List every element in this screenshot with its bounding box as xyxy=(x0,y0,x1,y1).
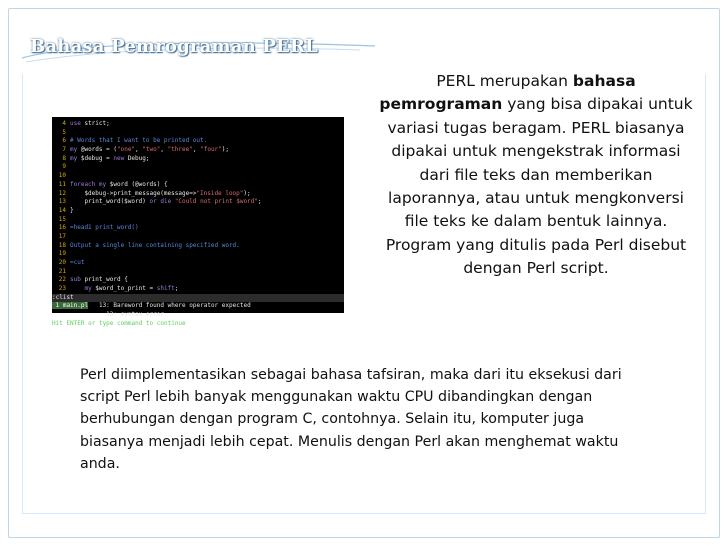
code-status-file: 1 main.pl 13: Bareword found where operator expected xyxy=(52,302,251,310)
code-line: 5 xyxy=(62,128,66,136)
code-line: 21 xyxy=(58,267,66,275)
code-line: 4 use strict; xyxy=(62,120,110,127)
code-line: 20 =cut xyxy=(58,259,85,266)
right-paragraph-part2: yang bisa dipakai untuk variasi tugas beragam. PERL biasanya dipakai untuk mengekstrak informasi dari file teks dan memberikan laporannya, atau untuk mengkonversi file teks ke dalam bentuk lainnya. Program yang ditulis pada Perl disebut dengan Perl script. xyxy=(385,95,693,278)
code-line: 12 $debug->print_message(message=>"Inside loop"); xyxy=(58,189,251,197)
code-line: 8 my $debug = new Debug; xyxy=(62,154,150,162)
code-line: 6 # Words that I want to be printed out. xyxy=(62,137,208,145)
right-paragraph-bold2: pemrograman xyxy=(379,95,503,114)
code-line: 22 sub print_word { xyxy=(58,276,128,284)
code-screenshot xyxy=(52,117,344,327)
code-line: 13 print_word($word) or die "Could not print $word"; xyxy=(58,198,262,206)
code-line: 17 xyxy=(58,232,66,240)
bottom-paragraph: Perl diimplementasikan sebagai bahasa tafsiran, maka dari itu eksekusi dari script Perl lebih banyak menggunakan waktu CPU dibandingkan dengan berhubungan dengan program C, contohnya. Selain itu, komputer juga biasanya menjadi lebih cepat. Menulis dengan Perl akan menghemat waktu anda. xyxy=(80,367,622,472)
code-line: 7 my @words = ("one", "two", "three", "four"); xyxy=(62,146,230,154)
code-line: 19 xyxy=(58,250,66,258)
code-status-clist: :clist xyxy=(52,294,344,303)
code-line: 23 my $word_to_print = shift; xyxy=(58,285,179,293)
code-line: 18 Output a single line containing specified word. xyxy=(58,241,240,249)
right-paragraph xyxy=(378,70,694,281)
right-paragraph-part1: PERL merupakan xyxy=(436,72,573,90)
code-line: 15 xyxy=(58,215,66,223)
code-line: 10 xyxy=(58,172,66,180)
code-status-enter: Hit ENTER or type command to continue xyxy=(52,319,186,327)
code-line: 14 } xyxy=(58,206,74,214)
slide-title: Bahasa Pemrograman PERL xyxy=(30,36,318,57)
code-line: 16 =head1 print_word() xyxy=(58,224,139,232)
code-line: 11 foreach my $word (@words) { xyxy=(58,180,168,188)
code-status-error: 13: syntax error xyxy=(52,311,164,319)
code-line: 9 xyxy=(62,163,66,171)
right-paragraph-bold1: bahasa xyxy=(572,72,636,90)
